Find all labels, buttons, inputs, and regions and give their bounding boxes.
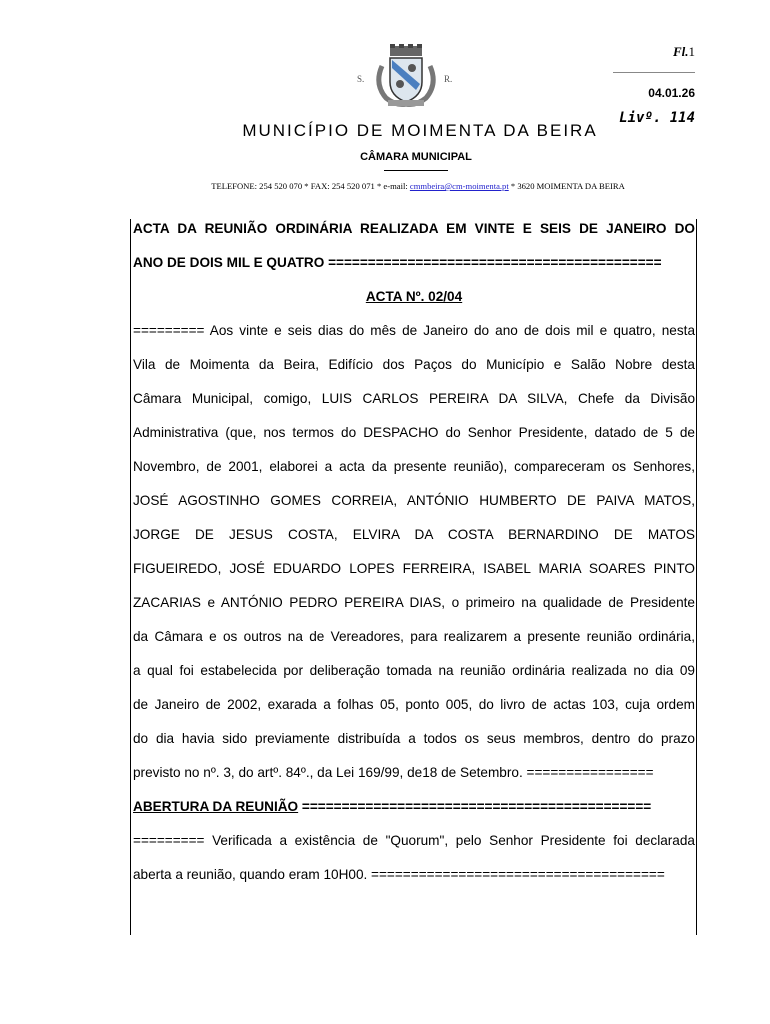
folio-underline: [613, 72, 695, 73]
paragraph-line: ZACARIAS e ANTÓNIO PEDRO PEREIRA DIAS, o primeiro na qualidade de Presidente: [133, 595, 695, 610]
section-heading-opening: [133, 797, 695, 831]
right-margin-rule: [696, 219, 697, 935]
document-date: 04.01.26: [648, 86, 695, 100]
paragraph-line: de Janeiro de 2002, exarada a folhas 05, ponto 005, do livro de actas 103, cuja ordem: [133, 697, 695, 712]
chamber-underline: [384, 170, 448, 171]
paragraph-line: Novembro, de 2001, elaborei a acta da presente reunião), compareceram os Senhores,: [133, 459, 695, 474]
paragraph-line: a qual foi estabelecida por deliberação tomada na reunião ordinária realizada no dia 09: [133, 663, 695, 678]
chamber-title: CÂMARA MUNICIPAL: [360, 151, 472, 163]
minutes-number: [133, 287, 695, 321]
paragraph-line: do dia havia sido previamente distribuída a todos os seus membros, dentro do prazo: [133, 731, 695, 746]
section-heading-fill: ============================================: [298, 799, 652, 814]
crest-letter-left: S.: [357, 74, 365, 84]
paragraph-line: JOSÉ AGOSTINHO GOMES CORREIA, ANTÓNIO HUMBERTO DE PAIVA MATOS,: [133, 493, 695, 508]
section-heading-label: ABERTURA DA REUNIÃO: [133, 799, 299, 814]
paragraph-line: ========= Aos vinte e seis dias do mês de Janeiro do ano de dois mil e quatro, nesta: [133, 323, 695, 338]
folio-number: 1: [688, 44, 695, 59]
paragraph-line: JORGE DE JESUS COSTA, ELVIRA DA COSTA BERNARDINO DE MATOS: [133, 527, 695, 542]
paragraph-line: Vila de Moimenta da Beira, Edifício dos Paços do Município e Salão Nobre desta: [133, 357, 695, 372]
folio-reference: [673, 44, 695, 60]
contacts-line: [0, 181, 770, 191]
contacts-suffix: * 3620 MOIMENTA DA BEIRA: [508, 181, 625, 191]
paragraph-line: FIGUEIREDO, JOSÉ EDUARDO LOPES FERREIRA, ISABEL MARIA SOARES PINTO: [133, 561, 695, 576]
paragraph-line: Administrativa (que, nos termos do DESPACHO do Senhor Presidente, datado de 5 de: [133, 425, 695, 440]
paragraph-line: da Câmara e os outros na de Vereadores, para realizarem a presente reunião ordinária,: [133, 629, 695, 644]
book-reference: Livº. 114: [619, 110, 695, 126]
paragraph-line: aberta a reunião, quando eram 10H00. =====================================: [133, 867, 665, 882]
minutes-title-line-1: ACTA DA REUNIÃO ORDINÁRIA REALIZADA EM VINTE E SEIS DE JANEIRO DO: [133, 221, 695, 236]
crest-letter-right: R.: [444, 74, 453, 84]
minutes-number-label: ACTA Nº. 02/04: [365, 289, 463, 304]
municipality-title: MUNICÍPIO DE MOIMENTA DA BEIRA: [242, 121, 598, 140]
folio-label: Fl.: [672, 44, 689, 59]
coat-of-arms-icon: [372, 44, 440, 108]
email-link[interactable]: cmmbeira@cm-moimenta.pt: [409, 181, 509, 191]
left-margin-rule: [130, 219, 131, 935]
paragraph-line: ========= Verificada a existência de "Quorum", pelo Senhor Presidente foi declarada: [133, 833, 695, 848]
minutes-title-line-2: ANO DE DOIS MIL E QUATRO ==========================================: [133, 255, 662, 270]
contacts-prefix: TELEFONE: 254 520 070 * FAX: 254 520 071 * e-mail:: [211, 181, 410, 191]
paragraph-line: Câmara Municipal, comigo, LUIS CARLOS PEREIRA DA SILVA, Chefe da Divisão: [133, 391, 695, 406]
minutes-body: [133, 219, 695, 899]
paragraph-line: previsto no nº. 3, do artº. 84º., da Lei 169/99, de18 de Setembro. ================: [133, 765, 654, 780]
